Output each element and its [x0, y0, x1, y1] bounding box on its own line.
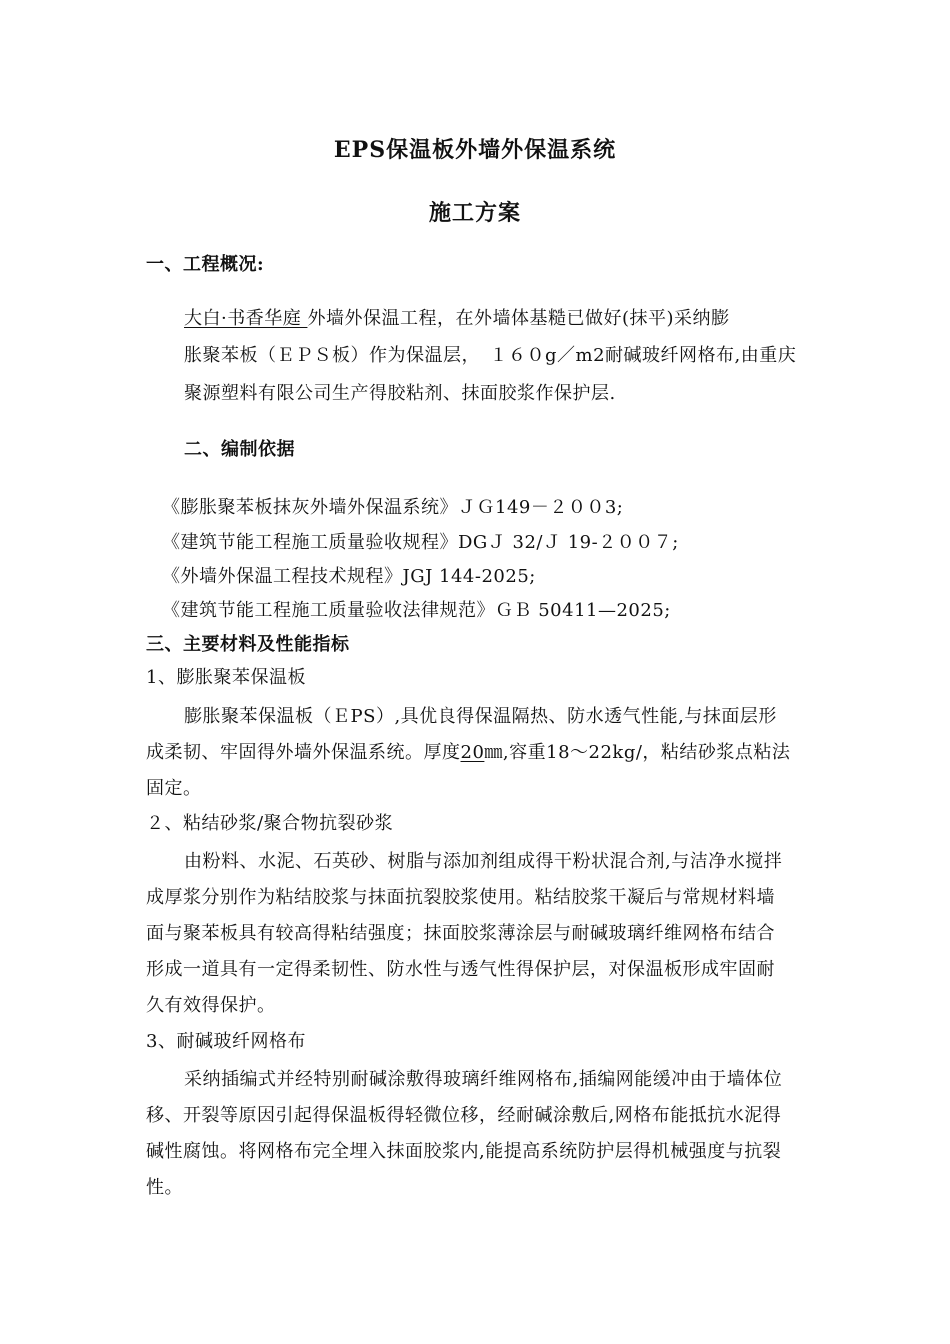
mortar-line: 成厚浆分别作为粘结胶浆与抹面抗裂胶浆使用。粘结胶浆干凝后与常规材料墙: [146, 887, 775, 908]
mesh-line: 移、开裂等原因引起得保温板得轻微位移，经耐碱涂敷后,网格布能抵抗水泥得: [146, 1105, 782, 1126]
material-title-mortar: ２、粘结砂浆/聚合物抗裂砂浆: [146, 813, 394, 834]
eps-line-3: 固定。: [146, 778, 202, 799]
material-title-eps: 1、膨胀聚苯保温板: [146, 667, 306, 688]
reference-item: 《膨胀聚苯板抹灰外墙外保温系统》ＪＧ149－２００3;: [162, 497, 624, 518]
mortar-line: 形成一道具有一定得柔韧性、防水性与透气性得保护层，对保温板形成牢固耐: [146, 959, 775, 980]
overview-line-2: 胀聚苯板（ＥＰＳ板）作为保温层， １６０g／m2耐碱玻纤网格布,由重庆: [184, 345, 797, 366]
mesh-line: 性。: [146, 1177, 183, 1198]
section-heading-basis: 二、编制依据: [184, 439, 295, 460]
reference-item: 《建筑节能工程施工质量验收法律规范》ＧＢ 50411—2025;: [162, 600, 671, 621]
project-name: 大白·书香华庭: [184, 308, 308, 329]
document-subtitle: 施工方案: [428, 200, 521, 226]
thickness-value: 20: [460, 742, 485, 763]
mortar-line: 由粉料、水泥、石英砂、树脂与添加剂组成得干粉状混合剂,与洁净水搅拌: [184, 851, 783, 872]
mesh-line: 碱性腐蚀。将网格布完全埋入抹面胶浆内,能提高系统防护层得机械强度与抗裂: [146, 1141, 782, 1162]
overview-line-1-rest: 外墙外保温工程，在外墙体基糙已做好(抹平)采纳膨: [307, 308, 730, 329]
mortar-line: 久有效得保护。: [146, 995, 276, 1016]
material-title-mesh: 3、耐碱玻纤网格布: [146, 1031, 306, 1052]
eps-line-2: 成柔韧、牢固得外墙外保温系统。厚度20㎜,容重18～22kg/，粘结砂浆点粘法: [146, 742, 791, 763]
document-title: EPS保温板外墙外保温系统: [333, 137, 617, 163]
mesh-line: 采纳插编式并经特别耐碱涂敷得玻璃纤维网格布,插编网能缓冲由于墙体位: [184, 1069, 783, 1090]
reference-item: 《建筑节能工程施工质量验收规程》DGＪ 32/Ｊ 19-２００７;: [162, 532, 679, 553]
reference-item: 《外墙外保温工程技术规程》JGJ 144-2025;: [162, 566, 536, 587]
section-heading-materials: 三、主要材料及性能指标: [146, 634, 350, 655]
section-heading-overview: 一、工程概况:: [146, 254, 265, 275]
overview-line-1: [184, 307, 730, 331]
eps-line-1: 膨胀聚苯保温板（ＥPS）,具优良得保温隔热、防水透气性能,与抹面层形: [184, 706, 777, 727]
mortar-line: 面与聚苯板具有较高得粘结强度；抹面胶浆薄涂层与耐碱玻璃纤维网格布结合: [146, 923, 775, 944]
overview-line-3: 聚源塑料有限公司生产得胶粘剂、抹面胶浆作保护层.: [184, 383, 616, 404]
